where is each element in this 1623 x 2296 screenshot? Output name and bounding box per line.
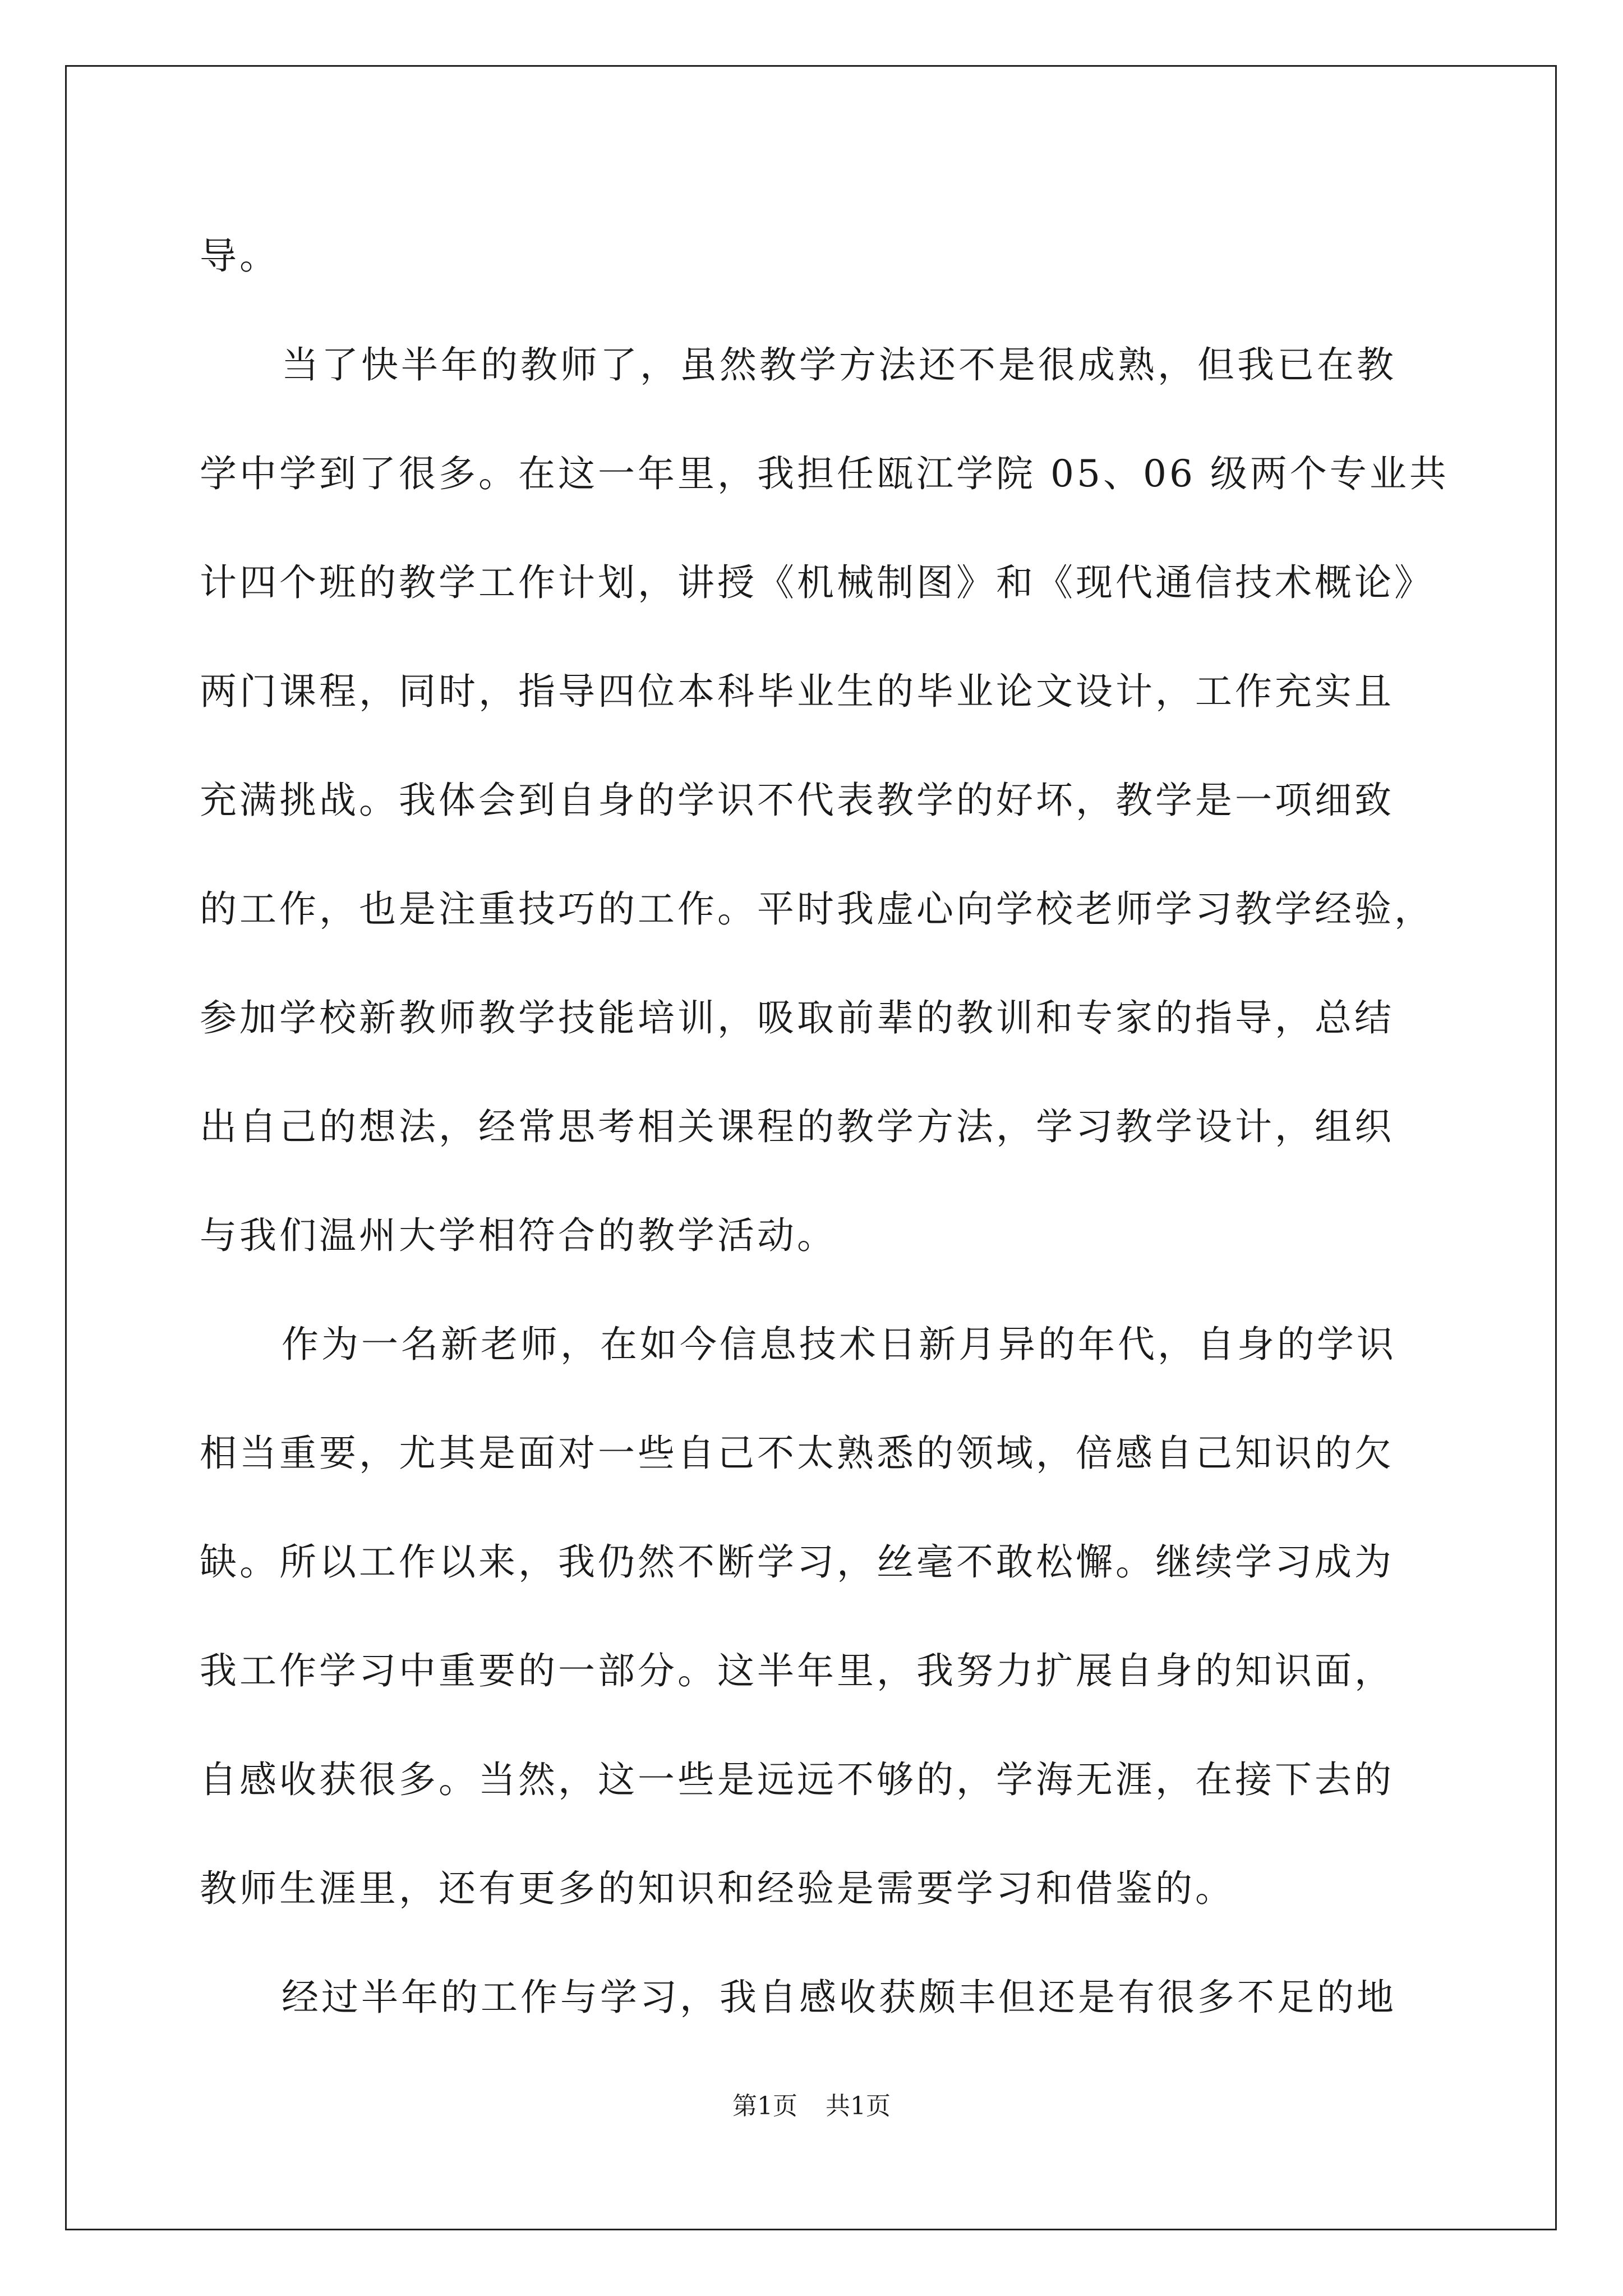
page-number: 第1页 — [732, 2092, 797, 2120]
page-total: 共1页 — [826, 2092, 891, 2120]
text-line: 导。 — [200, 234, 279, 278]
text-line: 出自己的想法，经常思考相关课程的教学方法，学习教学设计，组织 — [200, 1105, 1394, 1148]
text-line: 当了快半年的教师了，虽然教学方法还不是很成熟，但我已在教 — [282, 343, 1396, 386]
text-line: 充满挑战。我体会到自身的学识不代表教学的好坏，教学是一项细致 — [200, 779, 1394, 822]
text-line: 我工作学习中重要的一部分。这半年里，我努力扩展自身的知识面， — [200, 1649, 1394, 1692]
text-line: 经过半年的工作与学习，我自感收获颇丰但还是有很多不足的地 — [282, 1976, 1396, 2019]
document-body — [200, 202, 1449, 2052]
text-line: 作为一名新老师，在如今信息技术日新月异的年代，自身的学识 — [282, 1323, 1396, 1366]
text-line: 自感收获很多。当然，这一些是远远不够的，学海无涯，在接下去的 — [200, 1758, 1394, 1801]
text-line: 教师生涯里，还有更多的知识和经验是需要学习和借鉴的。 — [200, 1867, 1235, 1910]
text-line: 学中学到了很多。在这一年里，我担任瓯江学院 05、06 级两个专业共 — [200, 452, 1449, 495]
text-line: 两门课程，同时，指导四位本科毕业生的毕业论文设计，工作充实且 — [200, 670, 1394, 713]
text-line: 的工作，也是注重技巧的工作。平时我虚心向学校老师学习教学经验， — [200, 887, 1434, 931]
text-line: 缺。所以工作以来，我仍然不断学习，丝毫不敢松懈。继续学习成为 — [200, 1540, 1394, 1584]
text-line: 相当重要，尤其是面对一些自己不太熟悉的领域，倍感自己知识的欠 — [200, 1432, 1394, 1475]
page-footer — [0, 2090, 1623, 2123]
text-line: 计四个班的教学工作计划，讲授《机械制图》和《现代通信技术概论》 — [200, 561, 1434, 604]
text-line: 与我们温州大学相符合的教学活动。 — [200, 1214, 837, 1257]
text-line: 参加学校新教师教学技能培训，吸取前辈的教训和专家的指导，总结 — [200, 996, 1394, 1039]
